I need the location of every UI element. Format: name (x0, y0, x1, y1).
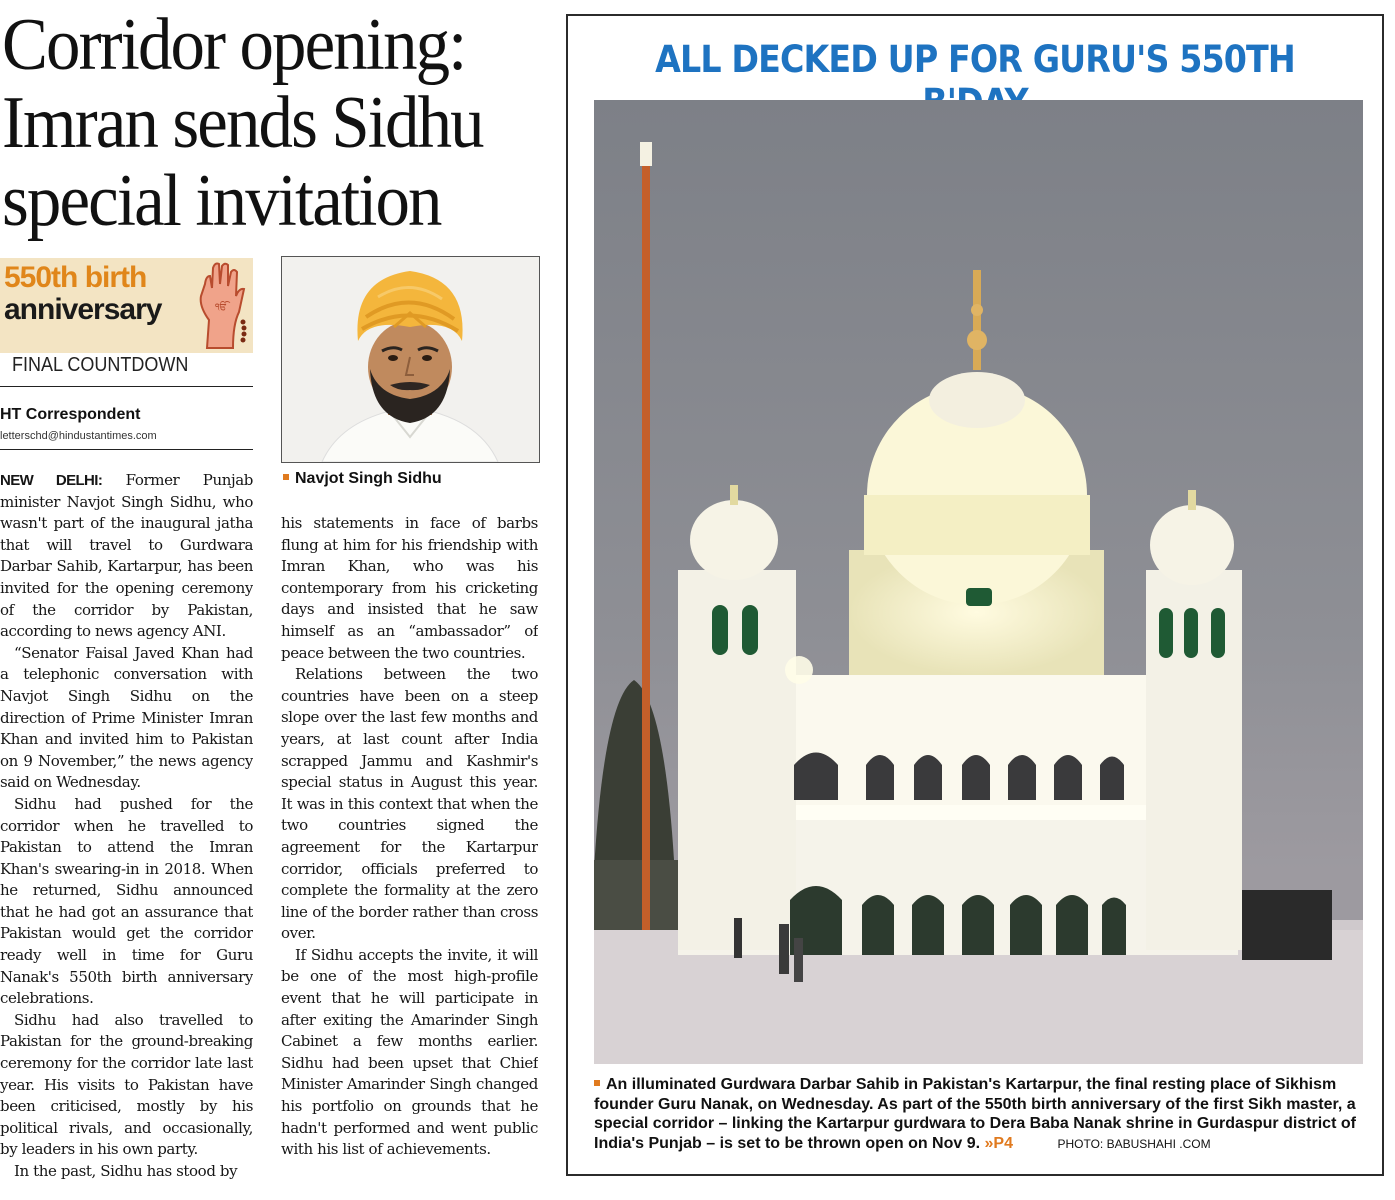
kicker-rule (0, 386, 253, 387)
paragraph: In the past, Sidhu has stood by (14, 1162, 238, 1180)
paragraph (0, 470, 253, 643)
paragraph: “Senator Faisal Javed Khan had a telephonic conversation with Navjot Singh Sidhu on the direction of Prime Minister Imran Khan and invited him to Pakistan on 9 November,” the news agency said on Wednesday. (0, 643, 253, 792)
caption-bullet-icon (594, 1080, 600, 1086)
portrait-caption (283, 470, 442, 488)
paragraph: Relations between the two countries have been on a steep slope over the last few months and years, at last count after India scrapped Jammu and Kashmir's special status in August this year. It was in this context that when the two countries signed the agreement for the Kartarpur corridor, officials preferred to complete the formality at the zero line of the border rather than cross over. (281, 665, 538, 943)
paragraph: Sidhu had also travelled to Pakistan for the ground-breaking ceremony for the corridor late last year. His visits to Pakistan have been criticised, mostly by his political rivals, and occasionally, by leaders in his own party. (0, 1010, 253, 1159)
photo-caption (594, 1075, 1363, 1154)
raised-hand-icon (193, 262, 251, 350)
photo-credit: PHOTO: BABUSHAHI .COM (1057, 1136, 1211, 1151)
caption-bullet-icon (283, 474, 289, 480)
paragraph: Sidhu had pushed for the corridor when he travelled to Pakistan to attend the Imran Khan's swearing-in in 2018. When he returned, Sidhu announced that he had got an assurance that Pakistan would get the corridor ready well in time for Guru Nanak's 550th birth anniversary celebrations. (0, 794, 253, 1008)
gurdwara-photo (594, 100, 1363, 1064)
article-headline: Corridor opening: Imran sends Sidhu special invitation (2, 4, 483, 242)
byline: HT Correspondent (0, 406, 141, 423)
page-reference-link[interactable]: »P4 (984, 1134, 1013, 1152)
paragraph: his statements in face of barbs flung at him for his friendship with Imran Khan, who was his contemporary from his cricketing days and insisted that he saw himself as an “ambassador” of peace between the two countries. (281, 514, 538, 662)
portrait-photo (281, 256, 540, 463)
section-kicker: FINAL COUNTDOWN (12, 354, 189, 376)
photo-caption-text: An illuminated Gurdwara Darbar Sahib in Pakistan's Kartarpur, the final resting place of Sikhism founder Guru Nanak, on Wednesday. As part of the 550th birth anniversary of the first Sikh master, a special corridor – linking the Kartarpur gurdwara to Dera Baba Nanak shrine in Gurdaspur district of India's Punjab – is set to be thrown open on Nov 9. (594, 1076, 1356, 1152)
paragraph: If Sidhu accepts the invite, it will be one of the most high-profile event that he will participate in after exiting the Amarinder Singh Cabinet a few months earlier. Sidhu had been upset that Chief Minister Amarinder Singh changed his portfolio on grounds that he hadn't performed and went public with his list of achievements. (281, 945, 538, 1159)
byline-rule (0, 449, 253, 450)
article-column-1 (0, 470, 253, 1200)
anniversary-logo (0, 258, 253, 353)
byline-email[interactable]: letterschd@hindustantimes.com (0, 430, 157, 442)
dateline: NEW DELHI: (0, 472, 103, 489)
hand-mark: ੴ (215, 302, 228, 313)
article-column-2 (281, 513, 538, 1200)
logo-line-1: 550th birth (4, 261, 147, 294)
paragraph-text: Former Punjab minister Navjot Singh Sidhu, who wasn't part of the inaugural jatha that will travel to Gurdwara Darbar Sahib, Kartarpur, has been invited for the opening ceremony of the corridor by Pakistan, according to news agency ANI. (0, 471, 253, 641)
portrait-caption-text: Navjot Singh Sidhu (295, 470, 442, 487)
logo-line-2: anniversary (4, 293, 162, 326)
photo-feature-title: ALL DECKED UP FOR GURU'S 550TH (655, 38, 1295, 81)
